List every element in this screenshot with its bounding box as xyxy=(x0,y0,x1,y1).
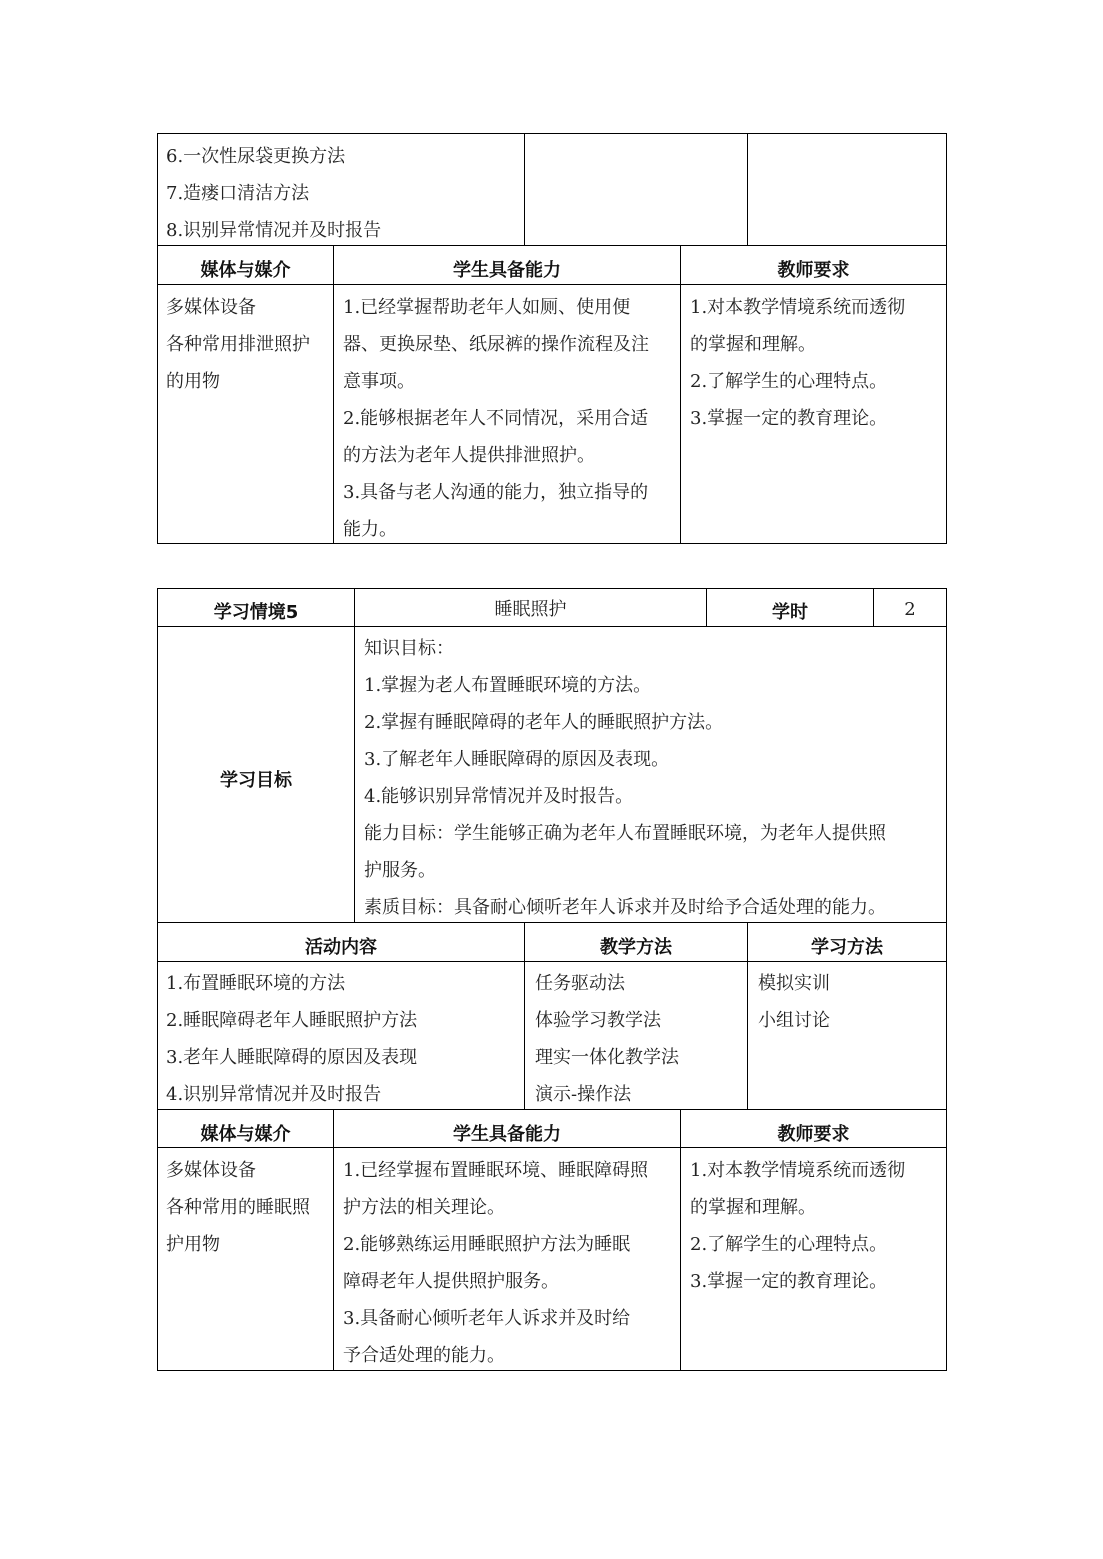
table1-border-top xyxy=(157,133,947,134)
list-item: 4.识别异常情况并及时报告 xyxy=(166,1084,382,1105)
list-item: 6.一次性尿袋更换方法 xyxy=(166,146,346,167)
hours-value: 2 xyxy=(904,599,916,620)
activity-continued-cell xyxy=(166,138,381,249)
list-item: 的方法为老年人提供排泄照护。 xyxy=(343,445,595,466)
list-item: 2.能够根据老年人不同情况，采用合适 xyxy=(343,408,649,429)
list-item: 2.了解学生的心理特点。 xyxy=(690,371,888,392)
list-item: 1.已经掌握布置睡眠环境、睡眠障碍照 xyxy=(343,1160,649,1181)
list-item: 3.了解老年人睡眠障碍的原因及表现。 xyxy=(364,749,670,770)
list-item: 护用物 xyxy=(166,1234,220,1255)
learning-method-cell xyxy=(758,965,830,1039)
list-item: 4.能够识别异常情况并及时报告。 xyxy=(364,786,634,807)
table2-border-top xyxy=(157,588,947,589)
goals-label: 学习目标 xyxy=(220,770,292,791)
list-item: 3.掌握一定的教育理论。 xyxy=(690,408,888,429)
teacher-requirement-cell xyxy=(690,289,905,437)
goals-cell xyxy=(364,630,886,926)
media-cell xyxy=(166,1152,310,1263)
header-learning-method: 学习方法 xyxy=(811,937,883,958)
student-ability-cell xyxy=(343,1152,648,1374)
header-student-ability: 学生具备能力 xyxy=(453,1124,561,1145)
list-item: 各种常用的睡眠照 xyxy=(166,1197,310,1218)
table1-col-divider xyxy=(747,133,748,246)
list-item: 理实一体化教学法 xyxy=(535,1047,679,1068)
list-item: 护方法的相关理论。 xyxy=(343,1197,505,1218)
list-item: 模拟实训 xyxy=(758,973,830,994)
list-item: 1.对本教学情境系统而透彻 xyxy=(690,297,906,318)
list-item: 能力。 xyxy=(343,519,397,540)
table1-border-left xyxy=(157,133,158,544)
header-activity: 活动内容 xyxy=(305,937,377,958)
list-item: 体验学习教学法 xyxy=(535,1010,661,1031)
list-item: 8.识别异常情况并及时报告 xyxy=(166,220,382,241)
list-item: 2.睡眠障碍老年人睡眠照护方法 xyxy=(166,1010,418,1031)
header-teaching-method: 教学方法 xyxy=(600,937,672,958)
list-item: 3.具备耐心倾听老年人诉求并及时给 xyxy=(343,1308,631,1329)
table2-border-left xyxy=(157,588,158,1371)
table2-col-divider xyxy=(333,1109,334,1371)
header-student-ability: 学生具备能力 xyxy=(453,260,561,281)
list-item: 的掌握和理解。 xyxy=(690,334,816,355)
list-item: 能力目标：学生能够正确为老年人布置睡眠环境，为老年人提供照 xyxy=(364,823,886,844)
table1-border-right xyxy=(946,133,947,544)
header-teacher-requirement: 教师要求 xyxy=(777,260,850,281)
list-item: 3.掌握一定的教育理论。 xyxy=(690,1271,888,1292)
list-item: 障碍老年人提供照护服务。 xyxy=(343,1271,559,1292)
list-item: 7.造瘘口清洁方法 xyxy=(166,183,310,204)
list-item: 的用物 xyxy=(166,371,220,392)
table2-header-divider xyxy=(157,1147,947,1148)
header-teacher-requirement: 教师要求 xyxy=(777,1124,850,1145)
table1-col-divider xyxy=(680,245,681,544)
header-media: 媒体与媒介 xyxy=(200,260,291,281)
list-item: 器、更换尿垫、纸尿裤的操作流程及注 xyxy=(343,334,649,355)
list-item: 1.布置睡眠环境的方法 xyxy=(166,973,346,994)
teacher-requirement-cell xyxy=(690,1152,905,1300)
table2-col-divider xyxy=(680,1109,681,1371)
table2-border-right xyxy=(946,588,947,1371)
list-item: 各种常用排泄照护 xyxy=(166,334,310,355)
list-item: 3.老年人睡眠障碍的原因及表现 xyxy=(166,1047,418,1068)
situation-name: 睡眠照护 xyxy=(494,599,567,620)
table2-col-divider xyxy=(354,626,355,923)
list-item: 任务驱动法 xyxy=(535,973,625,994)
table1-col-divider xyxy=(333,245,334,544)
list-item: 小组讨论 xyxy=(758,1010,830,1031)
table1-col-divider xyxy=(524,133,525,246)
situation-label: 学习情境5 xyxy=(213,602,299,623)
list-item: 予合适处理的能力。 xyxy=(343,1345,505,1366)
table2-header-divider xyxy=(157,961,947,962)
table1-header-divider xyxy=(157,284,947,285)
list-item: 素质目标：具备耐心倾听老年人诉求并及时给予合适处理的能力。 xyxy=(364,897,886,918)
list-item: 2.能够熟练运用睡眠照护方法为睡眠 xyxy=(343,1234,631,1255)
list-item: 演示-操作法 xyxy=(535,1084,632,1105)
list-item: 多媒体设备 xyxy=(166,1160,256,1181)
list-item: 意事项。 xyxy=(343,371,415,392)
list-item: 3.具备与老人沟通的能力，独立指导的 xyxy=(343,482,649,503)
media-cell xyxy=(166,289,310,400)
list-item: 1.已经掌握帮助老年人如厕、使用便 xyxy=(343,297,631,318)
list-item: 1.掌握为老人布置睡眠环境的方法。 xyxy=(364,675,652,696)
list-item: 2.掌握有睡眠障碍的老年人的睡眠照护方法。 xyxy=(364,712,724,733)
list-item: 的掌握和理解。 xyxy=(690,1197,816,1218)
list-item: 知识目标： xyxy=(364,638,454,659)
header-media: 媒体与媒介 xyxy=(200,1124,291,1145)
activity-cell xyxy=(166,965,417,1113)
list-item: 护服务。 xyxy=(364,860,436,881)
list-item: 1.对本教学情境系统而透彻 xyxy=(690,1160,906,1181)
student-ability-cell xyxy=(343,289,649,548)
list-item: 多媒体设备 xyxy=(166,297,256,318)
teaching-method-cell xyxy=(535,965,679,1113)
hours-label: 学时 xyxy=(772,602,808,623)
list-item: 2.了解学生的心理特点。 xyxy=(690,1234,888,1255)
